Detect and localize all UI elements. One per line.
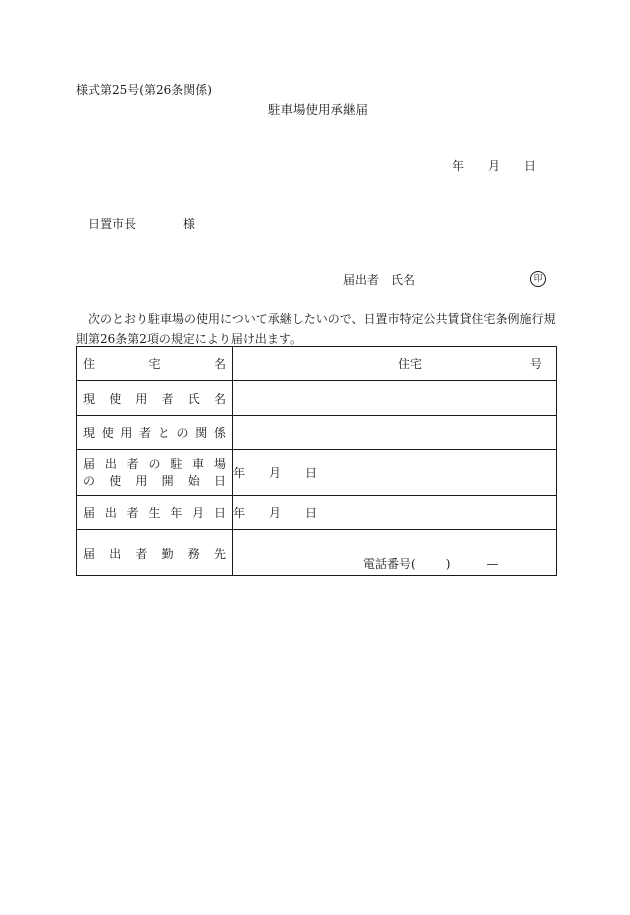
row-label-relationship: [77, 416, 233, 450]
submission-date: [452, 160, 536, 172]
date-day: 日: [524, 159, 537, 173]
unit-number-label: 号: [530, 357, 543, 371]
label-char: 始: [187, 473, 200, 488]
date-day: 日: [305, 466, 318, 480]
label-char: 生: [148, 506, 161, 520]
addressee-name: 日置市長: [88, 217, 137, 231]
label-char: の: [148, 456, 161, 471]
label-char: 用: [135, 473, 148, 488]
label-char: 者: [135, 547, 148, 561]
label-char: 届: [83, 506, 96, 520]
parking-start-date-field[interactable]: [233, 450, 557, 496]
label-char: 宅: [148, 357, 161, 371]
table-row: [77, 450, 557, 496]
phone-number-line: [363, 555, 498, 572]
row-label-current-user-name: [77, 381, 233, 416]
label-char: 現: [83, 391, 96, 406]
label-char: 使: [109, 391, 122, 406]
label-char: 出: [104, 506, 117, 520]
label-char: 現: [83, 426, 96, 440]
label-char: 出: [104, 456, 117, 471]
date-year: 年: [452, 159, 465, 173]
label-char: 務: [187, 547, 200, 561]
label-char: 駐: [170, 456, 183, 471]
table-row: [77, 381, 557, 416]
table-row: [77, 496, 557, 530]
label-char: 者: [139, 426, 152, 440]
label-char: 月: [192, 506, 205, 520]
label-char: 日: [213, 473, 226, 488]
label-char: 者: [161, 391, 174, 406]
phone-label: 電話番号(: [363, 557, 416, 571]
row-label-housing-name: [77, 347, 233, 381]
row-label-workplace: [77, 530, 233, 576]
label-char: 先: [213, 547, 226, 561]
relationship-field[interactable]: [233, 416, 557, 450]
label-char: 年: [170, 506, 183, 520]
table-row: [77, 530, 557, 576]
date-month: 月: [488, 159, 501, 173]
form-number: 様式第25号(第26条関係): [76, 83, 212, 97]
label-char: 用: [120, 426, 133, 440]
label-char: と: [157, 426, 170, 440]
seal-mark-icon: 印: [530, 271, 546, 287]
label-char: 使: [101, 426, 114, 440]
filer-label: 届出者: [343, 273, 380, 287]
housing-label: 住宅: [398, 357, 423, 371]
birth-date-field[interactable]: [233, 496, 557, 530]
housing-name-field[interactable]: [233, 347, 557, 381]
label-char: 者: [126, 456, 139, 471]
current-user-name-field[interactable]: [233, 381, 557, 416]
filer-name-label: 氏名: [391, 273, 416, 287]
table-row: [77, 416, 557, 450]
phone-dash: —: [486, 557, 499, 571]
label-char: 場: [213, 456, 226, 471]
row-label-parking-start-date: [77, 450, 233, 496]
label-char: 出: [109, 547, 122, 561]
label-char: 勤: [161, 547, 174, 561]
addressee-honorific: 様: [183, 217, 196, 231]
workplace-field[interactable]: [233, 530, 557, 576]
label-char: 日: [213, 506, 226, 520]
body-text: 次のとおり駐車場の使用について承継したいので、日置市特定公共賃貸住宅条例施行規則第26条第2項の規定により届け出ます。: [76, 312, 556, 346]
addressee: [88, 218, 195, 230]
label-char: 関: [195, 426, 208, 440]
date-year: 年: [233, 466, 246, 480]
label-char: 名: [213, 357, 226, 371]
document-title: 駐車場使用承継届: [268, 102, 369, 117]
form-table: [76, 346, 557, 576]
phone-close-paren: ): [445, 557, 451, 571]
label-char: 名: [213, 391, 226, 406]
label-char: の: [83, 473, 96, 488]
date-year: 年: [233, 506, 246, 520]
date-month: 月: [269, 466, 282, 480]
date-day: 日: [305, 506, 318, 520]
filer-line: [343, 274, 415, 286]
label-char: 届: [83, 547, 96, 561]
date-month: 月: [269, 506, 282, 520]
label-char: 住: [83, 357, 96, 371]
label-char: 用: [135, 391, 148, 406]
label-char: の: [176, 426, 189, 440]
label-char: 者: [126, 506, 139, 520]
row-label-birth-date: [77, 496, 233, 530]
label-char: 車: [192, 456, 205, 471]
label-char: 開: [161, 473, 174, 488]
label-char: 届: [83, 456, 96, 471]
label-char: 氏: [187, 391, 200, 406]
table-row: [77, 347, 557, 381]
label-char: 使: [109, 473, 122, 488]
label-char: 係: [213, 426, 226, 440]
